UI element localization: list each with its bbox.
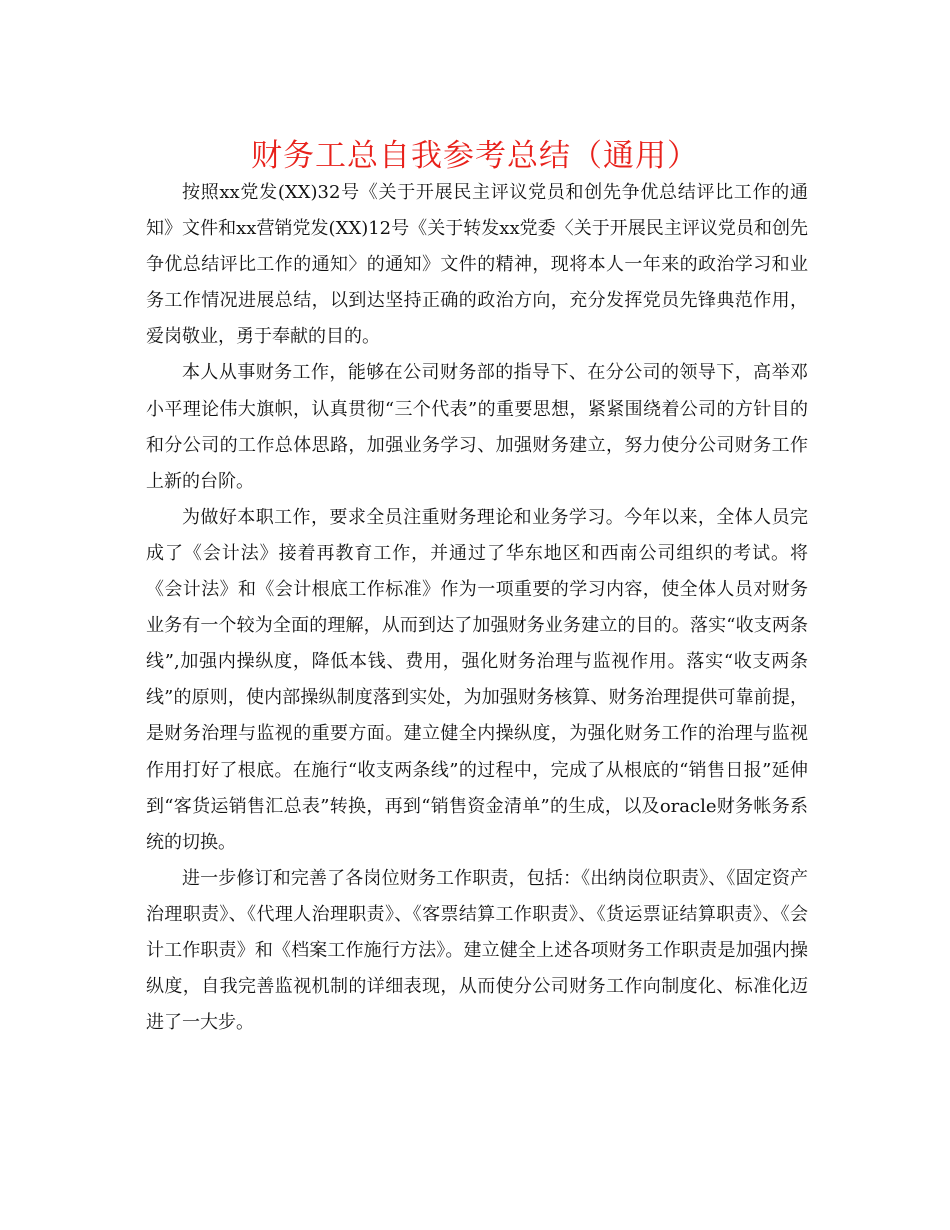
paragraph: 按照xx党发(XX)32号《关于开展民主评议党员和创先争优总结评比工作的通知》文件和xx营销党发(XX)12号《关于转发xx党委〈关于开展民主评议党员和创先争优总结评比工作的通知〉的通知》文件的精神，现将本人一年来的政治学习和业务工作情况进展总结，以到达坚持正确的政治方向，充分发挥党员先锋典范作用，爱岗敬业，勇于奉献的目的。 bbox=[146, 182, 808, 348]
paragraph: 本人从事财务工作，能够在公司财务部的指导下、在分公司的领导下，高举邓小平理论伟大旗帜，认真贯彻“三个代表”的重要思想，紧紧围绕着公司的方针目的和分公司的工作总体思路，加强业务学习、加强财务建立，努力使分公司财务工作上新的台阶。 bbox=[146, 362, 808, 492]
document-body bbox=[146, 175, 808, 1041]
paragraph: 进一步修订和完善了各岗位财务工作职责，包括：《出纳岗位职责》、《固定资产治理职责》、《代理人治理职责》、《客票结算工作职责》、《货运票证结算职责》、《会计工作职责》和《档案工作施行方法》。建立健全上述各项财务工作职责是加强内操纵度，自我完善监视机制的详细表现，从而使分公司财务工作向制度化、标准化迈进了一大步。 bbox=[146, 867, 808, 1034]
document-title: 财务工总自我参考总结（通用） bbox=[251, 138, 699, 174]
paragraph: 为做好本职工作，要求全员注重财务理论和业务学习。今年以来，全体人员完成了《会计法》接着再教育工作，并通过了华东地区和西南公司组织的考试。将《会计法》和《会计根底工作标准》作为一项重要的学习内容，使全体人员对财务业务有一个较为全面的理解，从而到达了加强财务业务建立的目的。落实“收支两条线”,加强内操纵度，降低本钱、费用，强化财务治理与监视作用。落实“收支两条线”的原则，使内部操纵制度落到实处，为加强财务核算、财务治理提供可靠前提，是财务治理与监视的重要方面。建立健全内操纵度，为强化财务工作的治理与监视作用打好了根底。在施行“收支两条线”的过程中，完成了从根底的“销售日报”延伸到“客货运销售汇总表”转换，再到“销售资金清单”的生成，以及oracle财务帐务系统的切换。 bbox=[146, 506, 808, 853]
